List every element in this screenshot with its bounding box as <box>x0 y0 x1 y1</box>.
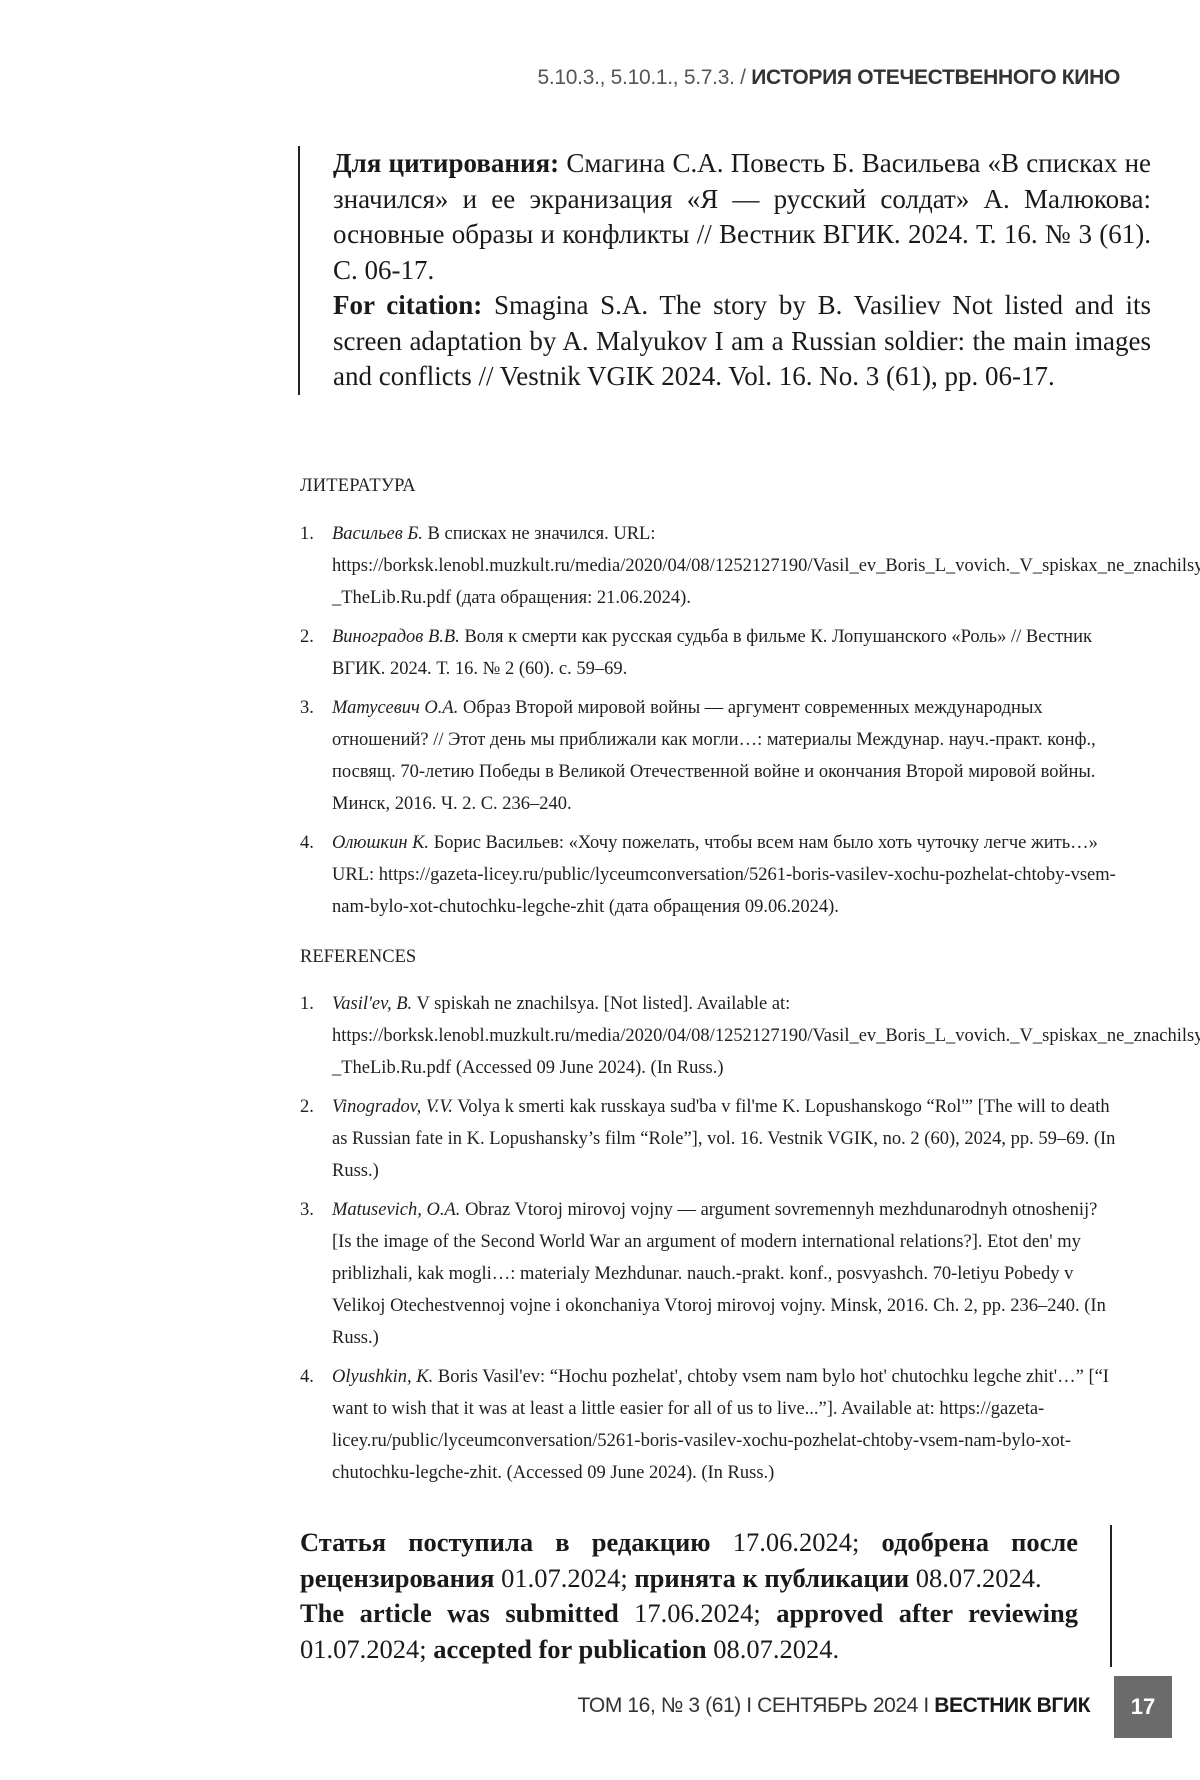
item-text: В списках не значился. URL: https://borksk.lenobl.muzkult.ru/media/2020/04/08/1252127190/Vasil_ev_Boris_L_vovich._V_spiskax_ne_znachilsya_-_TheLib.Ru.pdf (дата обращения: 21.06.2024). <box>332 524 1200 608</box>
item-number: 4. <box>300 827 314 859</box>
submission-dates-block <box>300 1525 1112 1667</box>
item-number: 1. <box>300 518 314 550</box>
citation-en-text: Smagina S.A. The story by B. Vasiliev Not listed and its screen adaptation by A. Malyukov I am a Russian soldier: the main images and conflicts // Vestnik VGIK 2024. Vol. 16. No. 3 (61), pp. 06-17. <box>333 290 1151 391</box>
citation-ru-label: Для цитирования: <box>333 148 559 178</box>
item-number: 3. <box>300 1194 314 1226</box>
item-number: 4. <box>300 1361 314 1393</box>
literature-list <box>300 518 1120 930</box>
approved-date-en: 01.07.2024; <box>300 1634 427 1664</box>
submitted-date-en: 17.06.2024; <box>634 1598 761 1628</box>
item-author: Olyushkin, K. <box>332 1367 433 1387</box>
citation-block <box>298 146 1151 395</box>
submitted-date-ru: 17.06.2024; <box>733 1527 860 1557</box>
item-text: Воля к смерти как русская судьба в фильме К. Лопушанского «Роль» // Вестник ВГИК. 2024. Т. 16. № 2 (60). с. 59–69. <box>332 627 1092 679</box>
item-text: Boris Vasil'ev: “Hochu pozhelat', chtoby vsem nam bylo hot' chutochku legche zhit'…” [“I want to wish that it was at least a little easier for all of us to live...”]. Available at: https://gazeta-licey.ru/public/lyceumconversation/5261-boris-vasilev-xochu-pozhelat-chtoby-vsem-nam-bylo-xot-chutochku-legche-zhit. (Accessed 09 June 2024). (In Russ.) <box>332 1367 1109 1483</box>
reference-item <box>300 1361 1120 1489</box>
literature-item <box>300 692 1120 820</box>
specialty-codes: 5.10.3., 5.10.1., 5.7.3. / <box>537 66 745 89</box>
item-text: Obraz Vtoroj mirovoj vojny — argument sovremennyh mezhdunarodnyh otnoshenij? [Is the image of the Second World War an argument of modern international relations?]. Etot den' my priblizhali, kak mogli…: materialy Mezhdunar. nauch.-prakt. konf., posvyashch. 70-letiyu Pobedy v Velikoj Otechestvennoj vojne i okonchaniya Vtoroj mirovoj vojny. Minsk, 2016. Ch. 2, pp. 236–240. (In Russ.) <box>332 1200 1106 1348</box>
accepted-label-ru: принята к публикации <box>634 1563 909 1593</box>
literature-item <box>300 621 1120 685</box>
submitted-label-en: The article was submitted <box>300 1598 619 1628</box>
approved-label-ru: одобрена после рецензирования <box>300 1527 1078 1593</box>
reference-item <box>300 1091 1120 1187</box>
approved-date-ru: 01.07.2024; <box>501 1563 628 1593</box>
running-header <box>537 66 1120 90</box>
item-author: Олюшкин К. <box>332 833 429 853</box>
item-number: 3. <box>300 692 314 724</box>
literature-item <box>300 827 1120 923</box>
submission-dates-ru <box>300 1525 1078 1596</box>
submission-dates-en <box>300 1596 1078 1667</box>
item-author: Васильев Б. <box>332 524 423 544</box>
item-text: V spiskah ne znachilsya. [Not listed]. Available at: https://borksk.lenobl.muzkult.ru/media/2020/04/08/1252127190/Vasil_ev_Boris_L_vovich._V_spiskax_ne_znachilsya_-_TheLib.Ru.pdf (Accessed 09 June 2024). (In Russ.) <box>332 994 1200 1078</box>
item-author: Виноградов В.В. <box>332 627 460 647</box>
item-number: 2. <box>300 621 314 653</box>
citation-en-label: For citation: <box>333 290 482 320</box>
accepted-label-en: accepted for publication <box>433 1634 706 1664</box>
references-heading: REFERENCES <box>300 947 416 968</box>
item-text: Образ Второй мировой войны — аргумент современных международных отношений? // Этот день мы приближали как могли…: материалы Междунар. науч.-практ. конф., посвящ. 70-летию Победы в Великой Отечественной войне и окончания Второй мировой войны. Минск, 2016. Ч. 2. С. 236–240. <box>332 698 1096 814</box>
citation-en <box>333 288 1151 395</box>
running-footer <box>577 1694 1090 1718</box>
item-text: Борис Васильев: «Хочу пожелать, чтобы всем нам было хоть чуточку легче жить…» URL: https://gazeta-licey.ru/public/lyceumconversation/5261-boris-vasilev-xochu-pozhelat-chtoby-vsem-nam-bylo-xot-chutochku-legche-zhit (дата обращения 09.06.2024). <box>332 833 1116 917</box>
journal-name: ВЕСТНИК ВГИК <box>934 1694 1090 1717</box>
citation-ru-text: Смагина С.А. Повесть Б. Васильева «В списках не значился» и ее экранизация «Я — русский солдат» А. Малюкова: основные образы и конфликты // Вестник ВГИК. 2024. Т. 16. № 3 (61). С. 06-17. <box>333 148 1151 285</box>
item-author: Vasil'ev, B. <box>332 994 412 1014</box>
submitted-label-ru: Статья поступила в редакцию <box>300 1527 711 1557</box>
item-number: 1. <box>300 988 314 1020</box>
reference-item <box>300 988 1120 1084</box>
item-author: Матусевич О.А. <box>332 698 458 718</box>
citation-ru <box>333 146 1151 288</box>
accepted-date-ru: 08.07.2024. <box>916 1563 1042 1593</box>
item-author: Matusevich, O.A. <box>332 1200 460 1220</box>
item-number: 2. <box>300 1091 314 1123</box>
approved-label-en: approved after reviewing <box>776 1598 1078 1628</box>
literature-item <box>300 518 1120 614</box>
issue-info: ТОМ 16, № 3 (61) I СЕНТЯБРЬ 2024 I <box>577 1694 928 1717</box>
item-author: Vinogradov, V.V. <box>332 1097 453 1117</box>
literature-heading: ЛИТЕРАТУРА <box>300 476 416 497</box>
accepted-date-en: 08.07.2024. <box>713 1634 839 1664</box>
page-number: 17 <box>1114 1676 1172 1738</box>
references-list <box>300 988 1120 1496</box>
item-text: Volya k smerti kak russkaya sud'ba v fil'me K. Lopushanskogo “Rol'” [The will to death as Russian fate in K. Lopushansky’s film “Role”], vol. 16. Vestnik VGIK, no. 2 (60), 2024, pp. 59–69. (In Russ.) <box>332 1097 1115 1181</box>
reference-item <box>300 1194 1120 1354</box>
section-title: ИСТОРИЯ ОТЕЧЕСТВЕННОГО КИНО <box>751 66 1120 89</box>
